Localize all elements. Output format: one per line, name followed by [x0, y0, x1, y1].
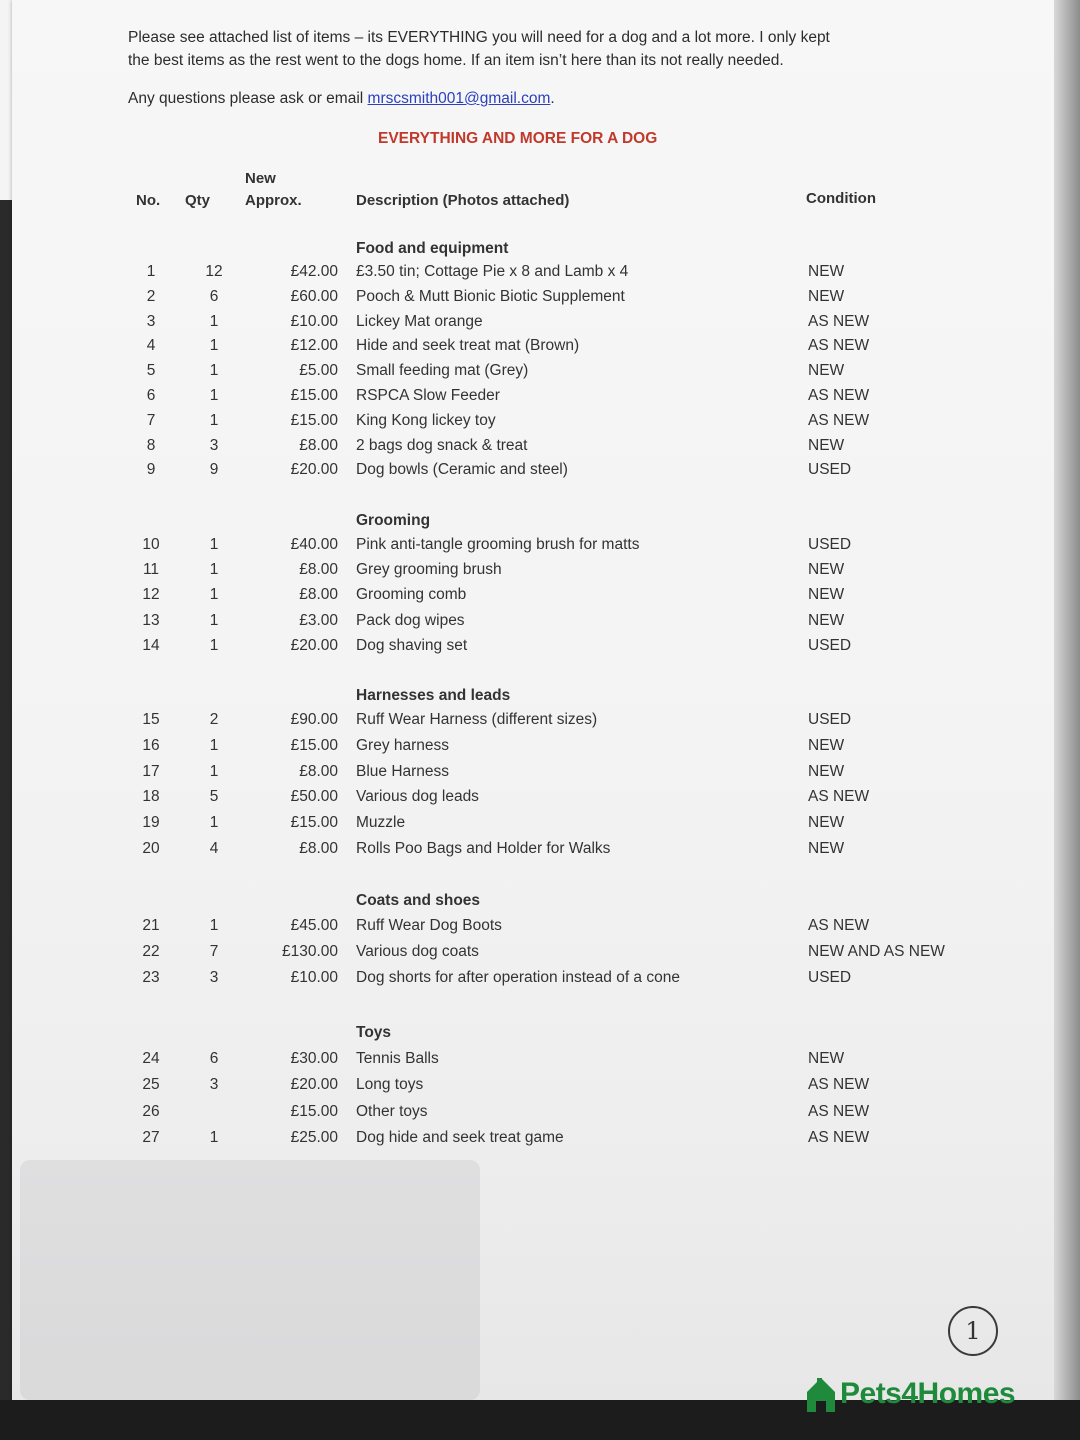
item-row [0, 1129, 1000, 1153]
item-condition: AS NEW [808, 917, 870, 934]
item-number: 26 [142, 1102, 160, 1120]
col-no-header: No. [136, 192, 161, 209]
item-price: £15.00 [290, 411, 338, 429]
item-qty: 1 [209, 762, 219, 780]
item-row [0, 461, 1000, 485]
item-price: £30.00 [290, 1050, 338, 1067]
item-description: 2 bags dog snack & treat [356, 436, 528, 454]
item-condition: NEW [808, 287, 845, 305]
intro-line-2: the best items as the rest went to the dogs home. If an item isn’t here than its not really needed. [128, 52, 784, 69]
item-number: 1 [146, 263, 156, 280]
item-qty: 1 [209, 636, 219, 654]
item-qty: 1 [209, 1128, 219, 1146]
item-price: £15.00 [290, 814, 338, 832]
item-condition: NEW [808, 263, 845, 280]
item-condition: USED [808, 711, 852, 728]
intro-line-1: Please see attached list of items – its EVERYTHING you will need for a dog and a lot more. I only kept [128, 29, 830, 46]
item-number: 6 [146, 387, 156, 404]
item-row [0, 969, 1000, 993]
item-number: 7 [146, 411, 156, 429]
col-price-header [245, 168, 302, 212]
item-number: 21 [142, 917, 160, 934]
item-description: Pack dog wipes [356, 611, 465, 629]
questions-prefix: Any questions please ask or email [128, 90, 368, 107]
item-number: 16 [142, 736, 160, 754]
section-title: Grooming [356, 512, 431, 529]
item-qty: 1 [209, 586, 219, 604]
item-description: Blue Harness [356, 762, 450, 780]
col-cond-header: Condition [806, 190, 876, 207]
item-qty: 1 [209, 611, 219, 629]
item-description: RSPCA Slow Feeder [356, 387, 500, 404]
item-description: Ruff Wear Harness (different sizes) [356, 711, 598, 728]
list-title: EVERYTHING AND MORE FOR A DOG [378, 130, 658, 147]
item-row [0, 711, 1000, 735]
item-price: £8.00 [299, 586, 338, 604]
item-row [0, 387, 1000, 411]
item-qty: 1 [209, 411, 219, 429]
item-row [0, 612, 1000, 636]
item-price: £42.00 [290, 263, 338, 280]
item-qty: 2 [209, 711, 219, 728]
item-number: 19 [142, 814, 160, 832]
item-description: Dog shaving set [356, 636, 468, 654]
item-description: Rolls Poo Bags and Holder for Walks [356, 840, 611, 857]
item-condition: AS NEW [808, 788, 870, 806]
item-condition: NEW [808, 814, 845, 832]
item-number: 5 [146, 362, 156, 380]
item-condition: USED [808, 461, 852, 479]
item-condition: NEW [808, 1050, 845, 1067]
item-row [0, 917, 1000, 941]
item-row [0, 337, 1000, 361]
item-price: £12.00 [290, 337, 338, 355]
item-number: 18 [142, 788, 160, 806]
item-condition: USED [808, 536, 852, 553]
item-price: £15.00 [290, 387, 338, 404]
item-description: Grooming comb [356, 586, 467, 604]
item-row [0, 1050, 1000, 1074]
item-description: Various dog leads [356, 788, 479, 806]
item-number: 13 [142, 611, 160, 629]
item-description: Dog shorts for after operation instead of a cone [356, 969, 680, 986]
item-description: Ruff Wear Dog Boots [356, 917, 502, 934]
col-price-header-line1: New [245, 170, 276, 187]
item-price: £8.00 [299, 840, 338, 857]
item-number: 17 [142, 762, 160, 780]
item-qty: 7 [209, 943, 219, 960]
item-condition: AS NEW [808, 387, 870, 404]
item-row [0, 1076, 1000, 1100]
section-title: Food and equipment [356, 240, 509, 257]
item-row [0, 313, 1000, 337]
section-title: Toys [356, 1024, 392, 1041]
item-condition: NEW [808, 762, 845, 780]
item-qty: 4 [209, 840, 219, 857]
item-condition: NEW [808, 611, 845, 629]
item-price: £8.00 [299, 762, 338, 780]
item-price: £10.00 [290, 312, 338, 330]
item-row [0, 763, 1000, 787]
item-price: £15.00 [290, 1102, 338, 1120]
item-description: Other toys [356, 1102, 428, 1120]
item-price: £130.00 [281, 943, 338, 960]
item-condition: AS NEW [808, 312, 870, 330]
item-qty: 1 [209, 312, 219, 330]
col-desc-header: Description (Photos attached) [356, 192, 570, 209]
item-qty: 9 [209, 461, 219, 479]
house-dog-icon [804, 1374, 838, 1414]
item-qty: 1 [209, 736, 219, 754]
item-price: £5.00 [299, 362, 338, 380]
item-condition: NEW [808, 436, 845, 454]
item-condition: NEW [808, 840, 845, 857]
item-condition: AS NEW [808, 411, 870, 429]
item-qty: 3 [209, 969, 219, 986]
item-condition: AS NEW [808, 1102, 870, 1120]
item-description: Long toys [356, 1076, 424, 1094]
item-number: 4 [146, 337, 156, 355]
item-qty: 6 [209, 287, 219, 305]
item-qty: 6 [209, 1050, 219, 1067]
item-row [0, 586, 1000, 610]
col-price-header-line2: Approx. [245, 192, 302, 209]
item-price: £8.00 [299, 561, 338, 579]
item-description: £3.50 tin; Cottage Pie x 8 and Lamb x 4 [356, 263, 629, 280]
item-row [0, 737, 1000, 761]
page-number: 1 [948, 1306, 998, 1356]
item-number: 22 [142, 943, 160, 960]
item-qty: 1 [209, 362, 219, 380]
item-description: Dog hide and seek treat game [356, 1128, 564, 1146]
item-description: King Kong lickey toy [356, 411, 496, 429]
item-description: Tennis Balls [356, 1050, 439, 1067]
item-price: £45.00 [290, 917, 338, 934]
item-price: £60.00 [290, 287, 338, 305]
item-description: Muzzle [356, 814, 406, 832]
item-description: Grey grooming brush [356, 561, 502, 579]
item-qty: 5 [209, 788, 219, 806]
item-condition: NEW AND AS NEW [808, 943, 945, 960]
item-number: 11 [142, 561, 160, 579]
questions-line [128, 90, 555, 108]
item-number: 25 [142, 1076, 160, 1094]
item-number: 10 [142, 536, 160, 553]
item-description: Pink anti-tangle grooming brush for matts [356, 536, 640, 553]
col-qty-header: Qty [185, 192, 211, 209]
item-qty: 12 [205, 263, 223, 280]
item-row [0, 437, 1000, 461]
item-row [0, 943, 1000, 967]
item-description: Various dog coats [356, 943, 479, 960]
item-price: £40.00 [290, 536, 338, 553]
item-description: Grey harness [356, 736, 450, 754]
intro-text [128, 26, 928, 72]
item-price: £20.00 [290, 461, 338, 479]
item-description: Pooch & Mutt Bionic Biotic Supplement [356, 287, 625, 305]
item-qty: 1 [209, 536, 219, 553]
email-link[interactable]: mrscsmith001@gmail.com [367, 90, 551, 107]
item-condition: AS NEW [808, 1076, 870, 1094]
watermark-logo [804, 1372, 1015, 1416]
page-edge-shadow [1054, 0, 1080, 1400]
item-row [0, 637, 1000, 661]
item-price: £20.00 [290, 1076, 338, 1094]
item-qty: 1 [209, 337, 219, 355]
item-condition: NEW [808, 561, 845, 579]
item-row [0, 288, 1000, 312]
watermark-text: Pets4Homes [840, 1377, 1016, 1410]
item-row [0, 814, 1000, 838]
item-number: 8 [146, 436, 156, 454]
item-description: Small feeding mat (Grey) [356, 362, 529, 380]
item-condition: NEW [808, 736, 845, 754]
questions-suffix: . [550, 90, 555, 107]
item-qty: 3 [209, 436, 219, 454]
item-number: 14 [142, 636, 160, 654]
item-row [0, 536, 1000, 560]
item-row [0, 788, 1000, 812]
item-number: 23 [142, 969, 160, 986]
item-condition: USED [808, 969, 852, 986]
item-price: £3.00 [299, 611, 338, 629]
item-qty: 3 [209, 1076, 219, 1094]
item-qty: 1 [209, 387, 219, 404]
item-number: 24 [142, 1050, 160, 1067]
item-number: 12 [142, 586, 160, 604]
item-condition: AS NEW [808, 337, 870, 355]
item-number: 20 [142, 840, 160, 857]
section-title: Harnesses and leads [356, 687, 511, 704]
item-qty: 1 [209, 814, 219, 832]
item-condition: NEW [808, 362, 845, 380]
item-number: 15 [142, 711, 160, 728]
item-qty: 1 [209, 917, 219, 934]
item-description: Hide and seek treat mat (Brown) [356, 337, 580, 355]
item-row [0, 561, 1000, 585]
item-number: 27 [142, 1128, 160, 1146]
item-description: Dog bowls (Ceramic and steel) [356, 461, 568, 479]
item-condition: USED [808, 636, 852, 654]
item-row [0, 1103, 1000, 1127]
item-number: 3 [146, 312, 156, 330]
item-price: £25.00 [290, 1128, 338, 1146]
item-price: £50.00 [290, 788, 338, 806]
item-row [0, 412, 1000, 436]
item-price: £10.00 [290, 969, 338, 986]
item-description: Lickey Mat orange [356, 312, 483, 330]
item-number: 9 [146, 461, 156, 479]
item-row [0, 840, 1000, 864]
item-price: £90.00 [290, 711, 338, 728]
item-qty: 1 [209, 561, 219, 579]
photo-shadow [20, 1160, 480, 1400]
item-number: 2 [146, 287, 156, 305]
section-title: Coats and shoes [356, 892, 481, 909]
item-price: £8.00 [299, 436, 338, 454]
item-price: £20.00 [290, 636, 338, 654]
item-row [0, 263, 1000, 287]
item-price: £15.00 [290, 736, 338, 754]
item-row [0, 362, 1000, 386]
item-condition: NEW [808, 586, 845, 604]
item-condition: AS NEW [808, 1128, 870, 1146]
